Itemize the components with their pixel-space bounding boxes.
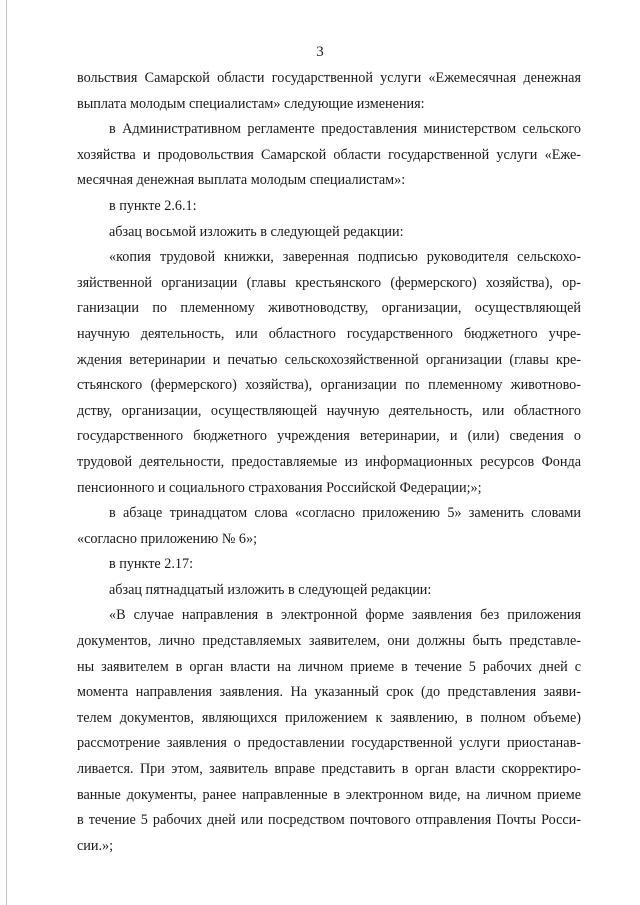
- text-line: государственного бюджетного учреждения ветеринарии, и (или) сведения о: [77, 428, 581, 445]
- text-line: рассмотрение заявления о предоставлении государственной услуги приостанав-: [77, 735, 581, 752]
- text-line: «согласно приложению № 6»;: [77, 530, 258, 547]
- text-line: абзац восьмой изложить в следующей редакции:: [109, 223, 404, 240]
- text-line: в Административном регламенте предоставления министерством сельского: [109, 121, 581, 138]
- text-line: ждения ветеринарии и печатью сельскохозяйственной организации (главы кре-: [77, 351, 581, 368]
- text-line: ванные документы, ранее направленные в электронном виде, на личном приеме: [77, 786, 581, 803]
- text-line: пенсионного и социального страхования Российской Федерации;»;: [77, 479, 482, 496]
- text-line: в пункте 2.6.1:: [109, 197, 197, 214]
- text-line: ны заявителем в орган власти на личном приеме в течение 5 рабочих дней с: [77, 658, 581, 675]
- text-line: в пункте 2.17:: [109, 556, 194, 573]
- text-line: дству, организации, осуществляющей научную деятельность, или областного: [77, 402, 581, 419]
- text-line: «копия трудовой книжки, заверенная подписью руководителя сельскохо-: [109, 249, 581, 266]
- document-body: [77, 66, 581, 859]
- text-line: ганизации по племенному животноводству, организации, осуществляющей: [77, 300, 581, 317]
- text-line: сии.»;: [77, 837, 114, 854]
- text-line: хозяйства и продовольствия Самарской области государственной услуги «Еже-: [77, 146, 581, 163]
- text-line: трудовой деятельности, предоставляемые из информационных ресурсов Фонда: [77, 453, 581, 470]
- text-line: стьянского (фермерского) хозяйства), организации по племенному животново-: [77, 377, 581, 394]
- page-number: 3: [316, 44, 324, 60]
- text-line: абзац пятнадцатый изложить в следующей редакции:: [109, 581, 432, 598]
- text-line: выплата молодым специалистам» следующие изменения:: [77, 95, 425, 112]
- text-line: вольствия Самарской области государственной услуги «Ежемесячная денежная: [77, 70, 581, 86]
- text-line: документов, лично представляемых заявителем, они должны быть представле-: [77, 633, 581, 650]
- text-line: момента направления заявления. На указанный срок (до представления заяви-: [77, 684, 581, 701]
- text-line: научную деятельность, или областного государственного бюджетного учре-: [77, 325, 581, 342]
- text-line: ливается. При этом, заявитель вправе представить в орган власти скорректиро-: [77, 761, 581, 778]
- text-line: телем документов, являющихся приложением к заявлению, в полном объеме): [77, 709, 581, 726]
- text-line: зяйственной организации (главы крестьянского (фермерского) хозяйства), ор-: [77, 274, 581, 291]
- text-line: «В случае направления в электронной форме заявления без приложения: [109, 607, 581, 624]
- text-line: месячная денежная выплата молодым специалистам»:: [77, 172, 406, 189]
- text-line: в абзаце тринадцатом слова «согласно приложению 5» заменить словами: [109, 505, 581, 522]
- text-line: в течение 5 рабочих дней или посредством почтового отправления Почты Росси-: [77, 812, 581, 829]
- scan-left-edge-line: [6, 0, 7, 905]
